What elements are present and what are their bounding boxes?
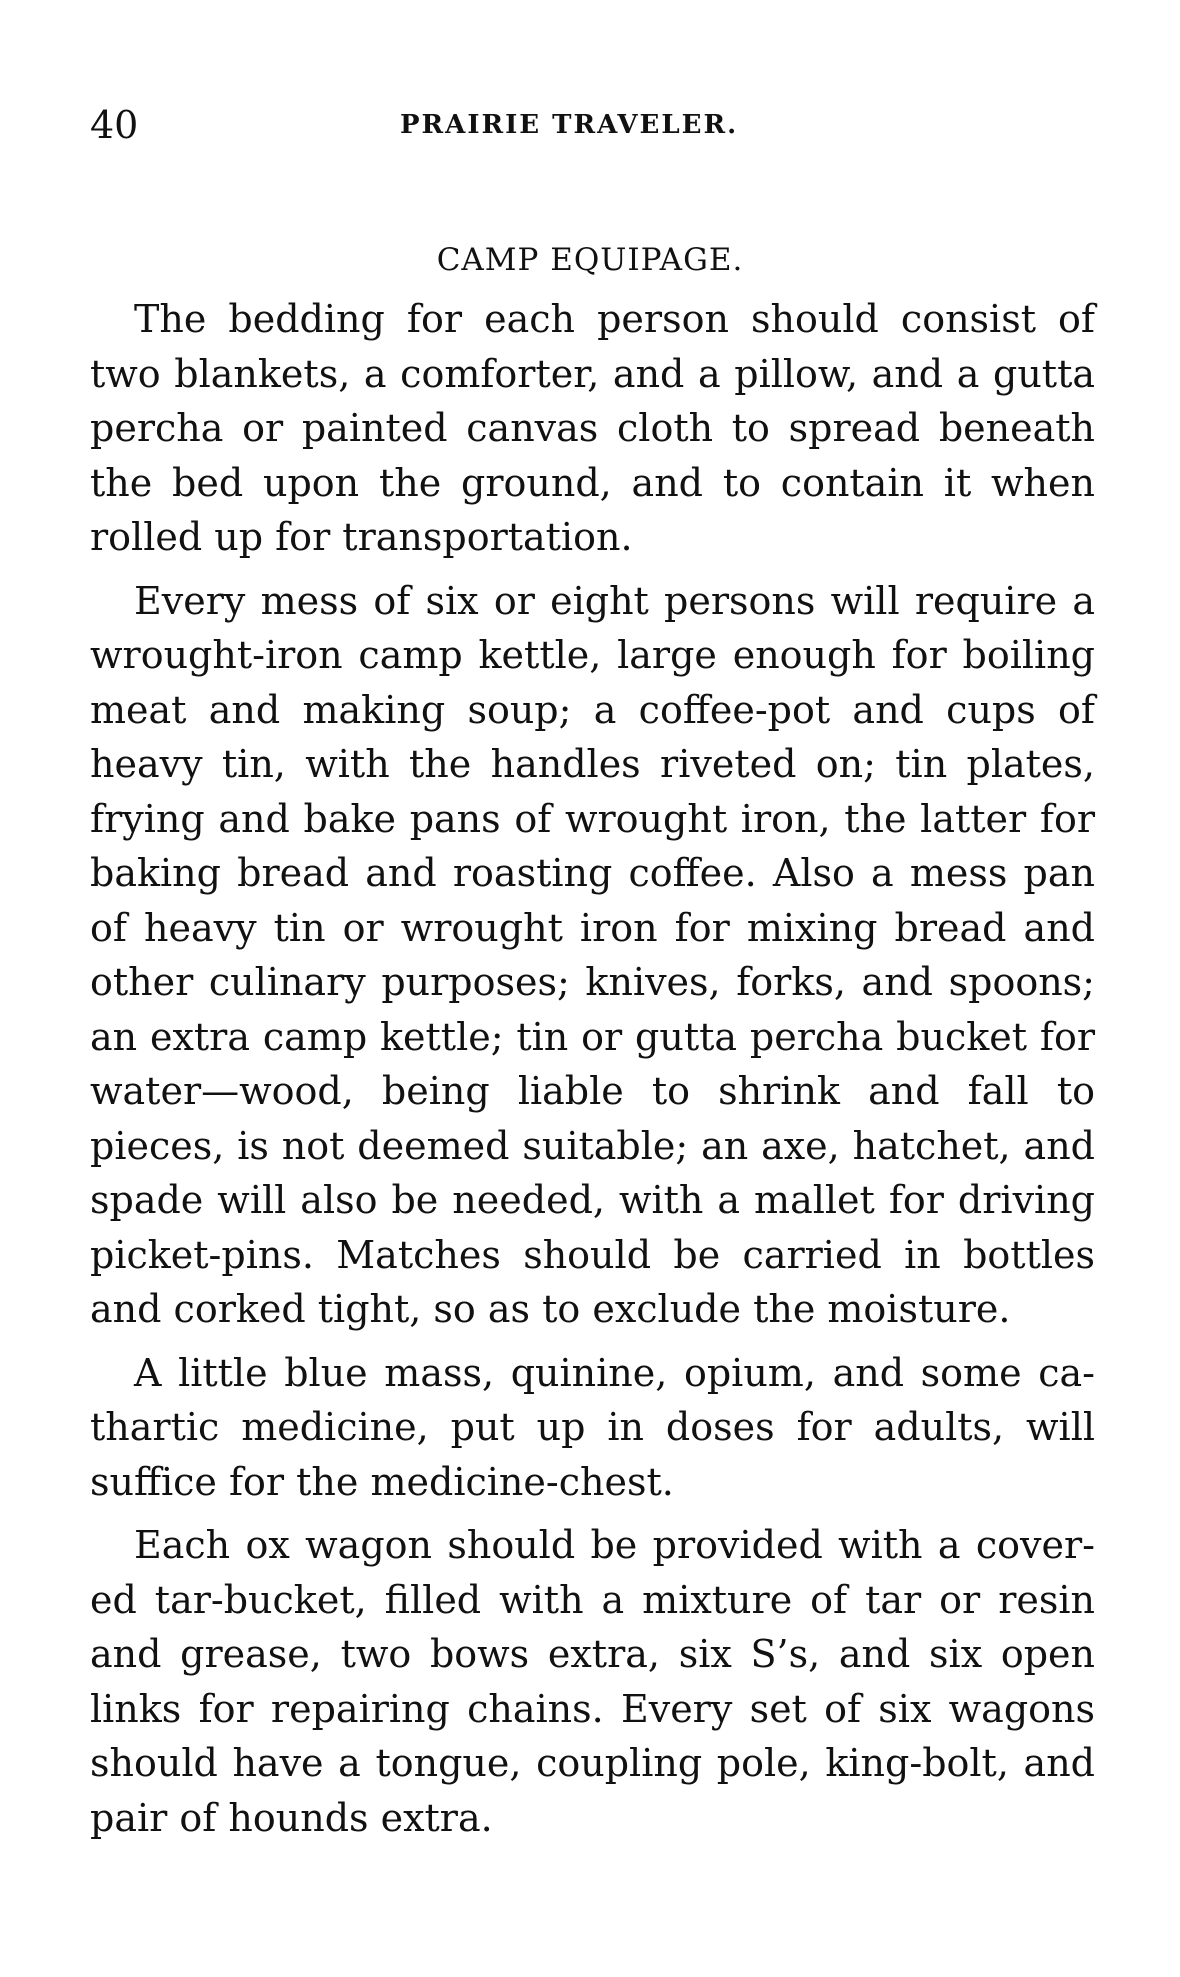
section-title: CAMP EQUIPAGE. — [436, 242, 744, 278]
body-text — [90, 292, 1095, 1854]
paragraph-bedding: The bedding for each person should consist of two blankets, a comforter, and a pillow, and a gutta percha or painted canvas cloth to spread beneath the bed upon the ground, and to contain it when rolled up for transportation. — [90, 297, 1095, 559]
running-head — [90, 100, 1090, 150]
paragraph-medicine-chest: A little blue mass, quinine, opium, and some cathartic medicine, put up in doses for adults, will suffice for the medicine-chest. — [90, 1350, 1095, 1504]
running-title: PRAIRIE TRAVELER. — [400, 110, 739, 140]
paragraph-mess-equipment: Every mess of six or eight persons will require a wrought-iron camp kettle, large enough for boiling meat and making soup; a coffee-pot and cups of heavy tin, with the handles riveted on; tin plates, frying and bake pans of wrought iron, the latter for baking bread and roasting coffee. Also a mess pan of heavy tin or wrought iron for mixing bread and other culinary purposes; knives, forks, and spoons; an extra camp kettle; tin or gutta percha bucket for water—wood, being liable to shrink and fall to pieces, is not deemed suitable; an axe, hatchet, and spade will also be needed, with a mallet for driving picket-pins. Matches should be carried in bottles and corked tight, so as to exclude the moisture. — [90, 578, 1095, 1331]
paragraph-wagon-supplies: Each ox wagon should be provided with a covered tar-bucket, filled with a mixture of tar or resin and grease, two bows extra, six S’s, and six open links for repairing chains. Every set of six wagons should have a tongue, coupling pole, king-bolt, and pair of hounds extra. — [90, 1523, 1095, 1840]
page-number: 40 — [90, 103, 139, 147]
